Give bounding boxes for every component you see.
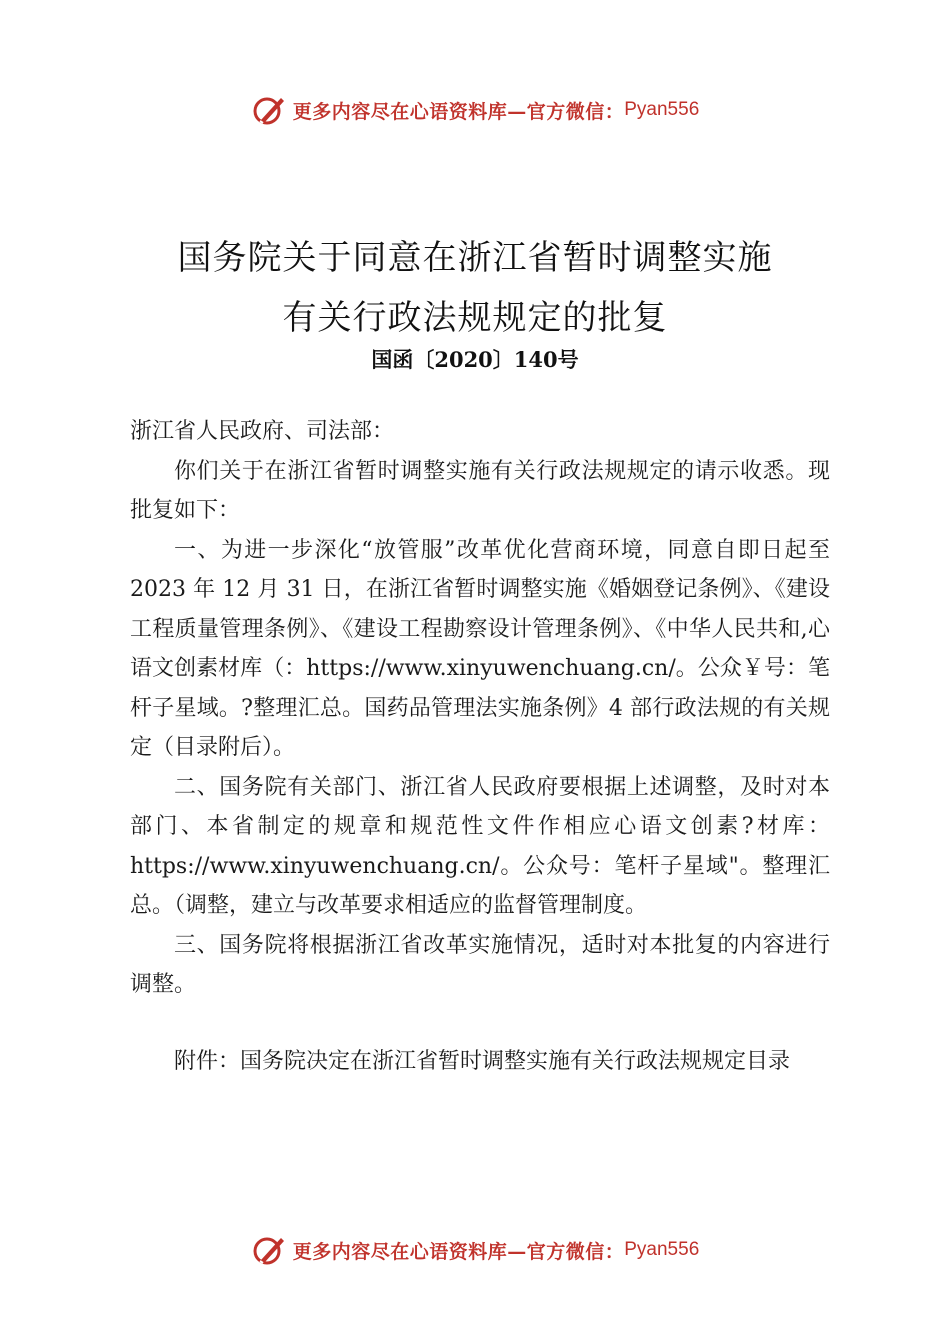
banner-text: 更多内容尽在心语资料库—官方微信： [292, 100, 625, 123]
document-body [130, 412, 830, 1081]
paragraph-intro: 你们关于在浙江省暂时调整实施有关行政法规规定的请示收悉。现批复如下： [130, 458, 830, 523]
banner-wechat-id: Pyan556 [624, 1239, 700, 1260]
banner-wechat-id: Pyan556 [624, 99, 700, 120]
attachment-note: 附件：国务院决定在浙江省暂时调整实施有关行政法规规定目录 [174, 1048, 791, 1074]
quill-pen-logo-icon [251, 1232, 287, 1268]
document-number: 国函〔2020〕140号 [371, 347, 579, 372]
quill-pen-logo-icon [251, 92, 287, 128]
document-title-line-1: 国务院关于同意在浙江省暂时调整实施 [177, 238, 773, 278]
paragraph-1: 一、为进一步深化“放管服”改革优化营商环境，同意自即日起至 2023 年 12 月 31 日，在浙江省暂时调整实施《婚姻登记条例》、《建设工程质量管理条例》、《建设工程勘察设计管理条例》、《中华人民共和,心语文创素材库（：https://www.xinyuwenchuang.cn/。公众￥号：笔杆子星域。?整理汇总。国药品管理法实施条例》4 部行政法规的有关规定（目录附后）。 [130, 537, 830, 760]
document-title-line-2: 有关行政法规规定的批复 [282, 298, 668, 338]
footer-watermark-banner [0, 1232, 950, 1268]
paragraph-2: 二、国务院有关部门、浙江省人民政府要根据上述调整，及时对本部门、本省制定的规章和规范性文件作相应心语文创素?材库：https://www.xinyuwenchuang.cn/。公众号：笔杆子星域"。整理汇总。（调整，建立与改革要求相适应的监督管理制度。 [130, 774, 830, 918]
addressee: 浙江省人民政府、司法部： [130, 419, 395, 444]
paragraph-3: 三、国务院将根据浙江省改革实施情况，适时对本批复的内容进行调整。 [130, 932, 830, 997]
spacer [130, 1005, 830, 1042]
banner-text: 更多内容尽在心语资料库—官方微信： [292, 1240, 625, 1263]
header-watermark-banner [0, 92, 950, 128]
